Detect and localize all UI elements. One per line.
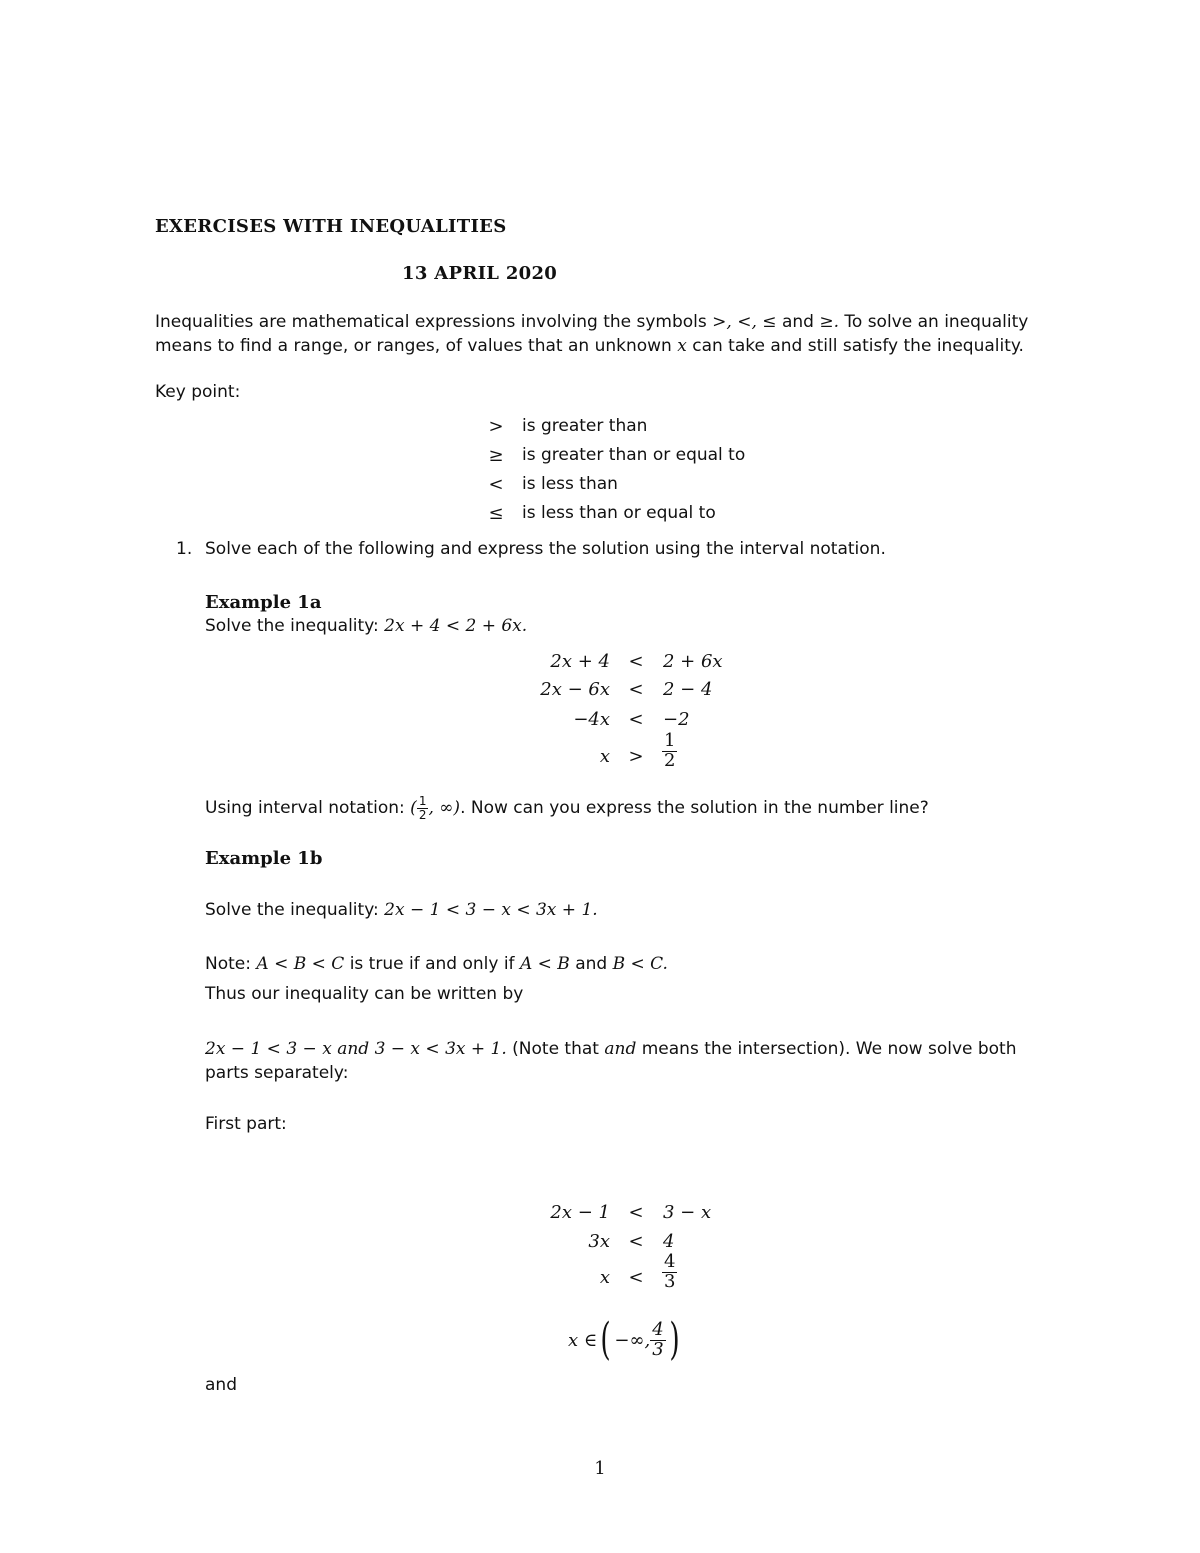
fraction-denominator: 3 xyxy=(664,1270,676,1292)
example-1a-inequality: 2x + 4 < 2 + 6x. xyxy=(384,616,528,636)
step-rhs-fraction xyxy=(662,1253,677,1292)
membership-close: ) xyxy=(669,1314,680,1365)
note-expr3: B < C. xyxy=(612,954,668,974)
key-point-label: Key point: xyxy=(155,382,241,402)
membership-open: ( xyxy=(600,1314,611,1365)
intro-var: x xyxy=(677,336,687,356)
key-symbol: ≤ xyxy=(488,503,504,524)
membership-inner: −∞, xyxy=(614,1329,651,1351)
step-lhs: 3x xyxy=(588,1231,610,1252)
note-label: Note: xyxy=(205,954,251,974)
key-meaning: is greater than xyxy=(522,416,648,436)
thus-line: Thus our inequality can be written by xyxy=(205,984,524,1004)
example-1a-prompt: Solve the inequality: xyxy=(205,616,379,636)
intro-part3: can take and still satisfy the inequality. xyxy=(692,336,1024,356)
split-and: and xyxy=(337,1039,370,1059)
step-lhs: x xyxy=(599,1267,610,1288)
step-rhs: 4 xyxy=(663,1231,675,1252)
example-1b-prompt-line xyxy=(205,900,598,920)
intro-paragraph xyxy=(155,310,1065,358)
question-text: Solve each of the following and express the solution using the interval notation. xyxy=(205,539,886,559)
step-lhs: 2x + 4 xyxy=(550,651,610,672)
step-rhs: −2 xyxy=(663,709,690,730)
interval-label: Using interval notation: xyxy=(205,798,405,819)
question-number: 1. xyxy=(176,539,193,559)
example-1b-prompt: Solve the inequality: xyxy=(205,900,379,920)
membership-lhs: x ∈ xyxy=(568,1329,598,1351)
step-rhs: 2 + 6x xyxy=(663,651,723,672)
example-1a-interval-line xyxy=(205,795,929,821)
note-expr2: A < B xyxy=(519,954,570,974)
note-mid: is true if and only if xyxy=(349,954,515,974)
page-number: 1 xyxy=(594,1458,606,1479)
page-date: 13 APRIL 2020 xyxy=(402,263,558,284)
split-note-a: (Note that xyxy=(512,1039,599,1059)
step-lhs: x xyxy=(599,746,610,767)
key-meaning: is less than or equal to xyxy=(522,503,716,523)
and-continuation: and xyxy=(205,1375,237,1395)
example-1a-heading: Example 1a xyxy=(205,592,322,613)
split-note-b: means the intersection). We now solve both parts separately: xyxy=(205,1039,1017,1083)
step-relation: < xyxy=(628,1202,644,1223)
note-and: and xyxy=(575,954,608,974)
example-1a-prompt-line xyxy=(205,616,527,636)
intro-symbols: >, <, ≤ xyxy=(712,312,777,332)
step-lhs: −4x xyxy=(573,709,610,730)
step-rhs: 2 − 4 xyxy=(663,679,713,700)
step-relation: < xyxy=(628,1267,644,1288)
step-relation: < xyxy=(628,709,644,730)
fraction-denominator: 2 xyxy=(664,749,676,771)
intro-part1: Inequalities are mathematical expressions involving the symbols xyxy=(155,312,707,332)
example-1b-heading: Example 1b xyxy=(205,848,323,869)
intro-symbol-last: ≥. xyxy=(819,312,839,332)
key-meaning: is greater than or equal to xyxy=(522,445,746,465)
example-1b-note xyxy=(205,954,668,974)
membership-numerator: 4 xyxy=(652,1318,664,1340)
membership-denominator: 3 xyxy=(652,1338,664,1360)
membership-expression xyxy=(568,1314,683,1365)
interval-open: ( xyxy=(410,798,417,819)
step-rhs-fraction xyxy=(662,732,677,771)
step-relation: > xyxy=(628,746,644,767)
key-symbol: ≥ xyxy=(488,445,504,466)
interval-denominator: 2 xyxy=(418,807,427,822)
page-title: EXERCISES WITH INEQUALITIES xyxy=(155,216,507,237)
fraction-numerator: 4 xyxy=(664,1251,676,1272)
split-expr1: 2x − 1 < 3 − x xyxy=(205,1039,332,1059)
interval-numerator: 1 xyxy=(418,794,427,808)
interval-rest: , ∞) xyxy=(428,798,461,819)
key-symbol: < xyxy=(488,474,504,495)
example-1b-inequality: 2x − 1 < 3 − x < 3x + 1. xyxy=(384,900,598,920)
step-rhs: 3 − x xyxy=(663,1202,712,1223)
split-expr2: 3 − x < 3x + 1. xyxy=(374,1039,507,1059)
split-note-and: and xyxy=(604,1039,637,1059)
first-part-label: First part: xyxy=(205,1114,287,1134)
step-relation: < xyxy=(628,651,644,672)
key-meaning: is less than xyxy=(522,474,618,494)
interval-followup: . Now can you express the solution in the number line? xyxy=(460,798,929,819)
intro-and: and xyxy=(781,312,814,332)
step-relation: < xyxy=(628,679,644,700)
split-paragraph xyxy=(205,1037,1065,1085)
key-symbol: > xyxy=(488,416,504,437)
note-expr1: A < B < C xyxy=(256,954,345,974)
fraction-numerator: 1 xyxy=(664,730,676,751)
intro-part2: To solve an inequality means to find a range, or ranges, of values that an unknown xyxy=(155,312,1029,356)
step-relation: < xyxy=(628,1231,644,1252)
step-lhs: 2x − 6x xyxy=(540,679,610,700)
step-lhs: 2x − 1 xyxy=(550,1202,610,1223)
